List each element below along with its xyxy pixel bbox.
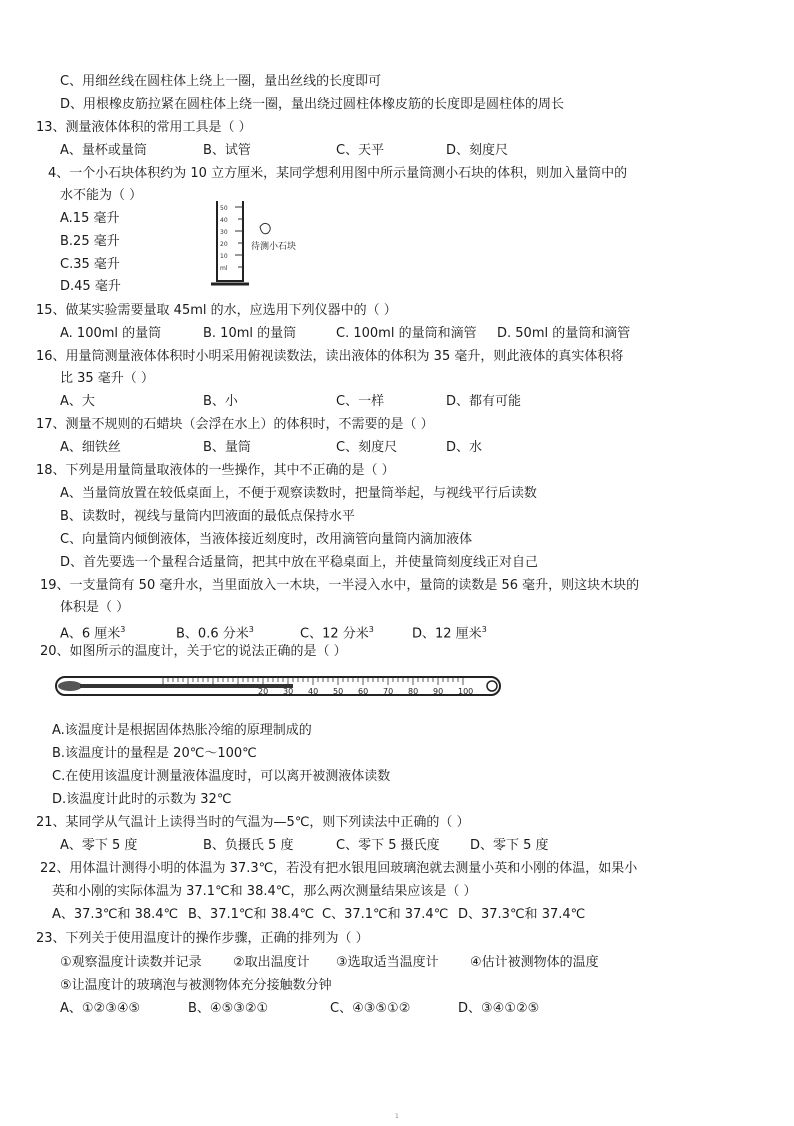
therm-label-60: 60: [358, 687, 369, 696]
q23-step-3: ③选取适当温度计: [336, 955, 439, 970]
q15-option-c: C. 100ml 的量筒和滴管: [336, 326, 477, 341]
q17-option-b: B、量筒: [203, 440, 251, 455]
cylinder-scale-10: 10: [220, 253, 228, 260]
q18-option-c: C、向量筒内倾倒液体，当液体接近刻度时，改用滴管向量筒内滴加液体: [60, 532, 473, 547]
q19-option-a-text: A、6 厘米: [60, 626, 121, 642]
q20-option-a: A.该温度计是根据固体热胀冷缩的原理制成的: [52, 723, 312, 738]
q22-option-c: C、37.1℃和 37.4℃: [322, 907, 449, 922]
q23-step-1: ①观察温度计读数并记录: [60, 955, 202, 970]
q14-option-a: A.15 毫升: [60, 211, 120, 226]
q16-option-c: C、一样: [336, 394, 385, 409]
q20-stem: 20、如图所示的温度计，关于它的说法正确的是（ ）: [40, 644, 347, 659]
q16-option-a: A、大: [60, 394, 95, 409]
q16-option-b: B、小: [203, 394, 238, 409]
q21-option-d: D、零下 5 度: [470, 838, 549, 853]
q23-step-2: ②取出温度计: [233, 955, 310, 970]
q14-stem-line2: 水不能为（ ）: [60, 188, 143, 203]
q18-option-d: D、首先要选一个量程合适量筒，把其中放在平稳桌面上，并使量筒刻度线正对自己: [60, 555, 539, 570]
q18-stem: 18、下列是用量筒量取液体的一些操作，其中不正确的是（ ）: [36, 463, 395, 478]
q22-option-a: A、37.3℃和 38.4℃: [52, 907, 179, 922]
q22-option-b: B、37.1℃和 38.4℃: [188, 907, 315, 922]
therm-label-40: 40: [308, 687, 319, 696]
q19-option-b-exp: 3: [248, 625, 254, 634]
page-number: 1: [395, 1113, 399, 1120]
q22-option-d: D、37.3℃和 37.4℃: [458, 907, 586, 922]
q15-option-b: B. 10ml 的量筒: [203, 326, 297, 341]
q15-option-d: D. 50ml 的量筒和滴管: [497, 326, 631, 341]
q21-option-c: C、零下 5 摄氏度: [336, 838, 440, 853]
q17-stem: 17、测量不规则的石蜡块（会浮在水上）的体积时，不需要的是（ ）: [36, 417, 434, 432]
therm-label-90: 90: [433, 687, 444, 696]
q19-option-b-text: B、0.6 分米: [176, 626, 249, 642]
therm-label-20: 20: [258, 687, 269, 696]
cylinder-scale-40: 40: [220, 217, 228, 224]
stone-icon: [260, 223, 270, 233]
q19-stem-line1: 19、一支量筒有 50 毫升水，当里面放入一木块，一半浸入水中，量筒的读数是 56 毫升，则这块木块的: [40, 578, 640, 593]
therm-label-30: 30: [283, 687, 294, 696]
q20-option-d: D.该温度计此时的示数为 32℃: [52, 792, 232, 807]
q22-stem-line2: 英和小刚的实际体温为 37.1℃和 38.4℃，那么两次测量结果应该是（ ）: [52, 884, 477, 899]
q22-stem-line1: 22、用体温计测得小明的体温为 37.3℃，若没有把水银甩回玻璃泡就去测量小英和小刚的体温，如果小: [40, 861, 638, 876]
q13-option-c: C、天平: [336, 143, 385, 158]
q17-option-c: C、刻度尺: [336, 440, 398, 455]
q19-option-d-text: D、12 厘米: [412, 626, 482, 642]
q17-option-a: A、细铁丝: [60, 440, 121, 455]
stone-label: 待测小石块: [251, 242, 297, 252]
cylinder-scale-20: 20: [220, 241, 228, 248]
q13-option-b: B、试管: [203, 143, 251, 158]
q19-option-a: [60, 621, 125, 643]
therm-label-70: 70: [383, 687, 394, 696]
q21-option-b: B、负摄氏 5 度: [203, 838, 294, 853]
q16-option-d: D、都有可能: [446, 394, 522, 409]
q23-stem: 23、下列关于使用温度计的操作步骤，正确的排列为（ ）: [36, 931, 369, 946]
thermometer-bulb: [58, 681, 82, 691]
q23-step-4: ④估计被测物体的温度: [470, 955, 599, 970]
q14-option-d: D.45 毫升: [60, 279, 121, 294]
q18-option-b: B、读数时，视线与量筒内凹液面的最低点保持水平: [60, 509, 355, 524]
q23-option-c: C、④③⑤①②: [330, 1001, 411, 1016]
q19-option-c-text: C、12 分米: [300, 626, 369, 642]
q23-step-5: ⑤让温度计的玻璃泡与被测物体充分接触数分钟: [60, 978, 332, 993]
q23-option-b: B、④⑤③②①: [188, 1001, 269, 1016]
q19-option-d-exp: 3: [481, 625, 487, 634]
q15-option-a: A. 100ml 的量筒: [60, 326, 162, 341]
q14-stem-line1: 4、一个小石块体积约为 10 立方厘米，某同学想利用图中所示量筒测小石块的体积，则加入量筒中的: [48, 166, 628, 181]
q20-option-c: C.在使用该温度计测量液体温度时，可以离开被测液体读数: [52, 769, 391, 784]
q19-option-c: [300, 621, 374, 643]
q18-option-a: A、当量筒放置在较低桌面上，不便于观察读数时，把量筒举起，与视线平行后读数: [60, 486, 537, 501]
q14-option-c: C.35 毫升: [60, 257, 120, 272]
q19-option-a-exp: 3: [120, 625, 126, 634]
cylinder-scale-50: 50: [220, 205, 228, 212]
q21-stem: 21、某同学从气温计上读得当时的气温为—5℃，则下列读法中正确的（ ）: [36, 815, 470, 830]
q13-option-a: A、量杯或量筒: [60, 143, 147, 158]
q23-option-a: A、①②③④⑤: [60, 1001, 141, 1016]
q15-stem: 15、做某实验需要量取 45ml 的水，应选用下列仪器中的（ ）: [36, 303, 397, 318]
q21-option-a: A、零下 5 度: [60, 838, 138, 853]
q13-stem: 13、测量液体体积的常用工具是（ ）: [36, 120, 252, 135]
q17-option-d: D、水: [446, 440, 483, 455]
q19-option-b: [176, 621, 254, 643]
q16-stem-line1: 16、用量筒测量液体体积时小明采用俯视读数法，读出液体的体积为 35 毫升，则此液体的真实体积将: [36, 349, 624, 364]
therm-label-80: 80: [408, 687, 419, 696]
q19-option-c-exp: 3: [368, 625, 374, 634]
therm-label-100: 100: [458, 687, 474, 696]
q19-stem-line2: 体积是（ ）: [60, 600, 130, 615]
q23-option-d: D、③④①②⑤: [458, 1001, 540, 1016]
graduated-cylinder-figure: [205, 195, 315, 295]
cylinder-scale-30: 30: [220, 229, 228, 236]
q14-option-b: B.25 毫升: [60, 234, 120, 249]
q20-option-b: B.该温度计的量程是 20℃～100℃: [52, 746, 257, 761]
thermometer-figure: [50, 670, 510, 702]
therm-label-50: 50: [333, 687, 344, 696]
thermometer-end-cap: [487, 681, 497, 691]
q16-stem-line2: 比 35 毫升（ ）: [60, 371, 154, 386]
q12-option-d: D、用根橡皮筋拉紧在圆柱体上绕一圈，量出绕过圆柱体橡皮筋的长度即是圆柱体的周长: [60, 97, 565, 112]
q12-option-c: C、用细丝线在圆柱体上绕上一圈，量出丝线的长度即可: [60, 74, 382, 89]
q13-option-d: D、刻度尺: [446, 143, 509, 158]
q19-option-d: [412, 621, 487, 643]
cylinder-scale-ml: ml: [220, 265, 228, 272]
